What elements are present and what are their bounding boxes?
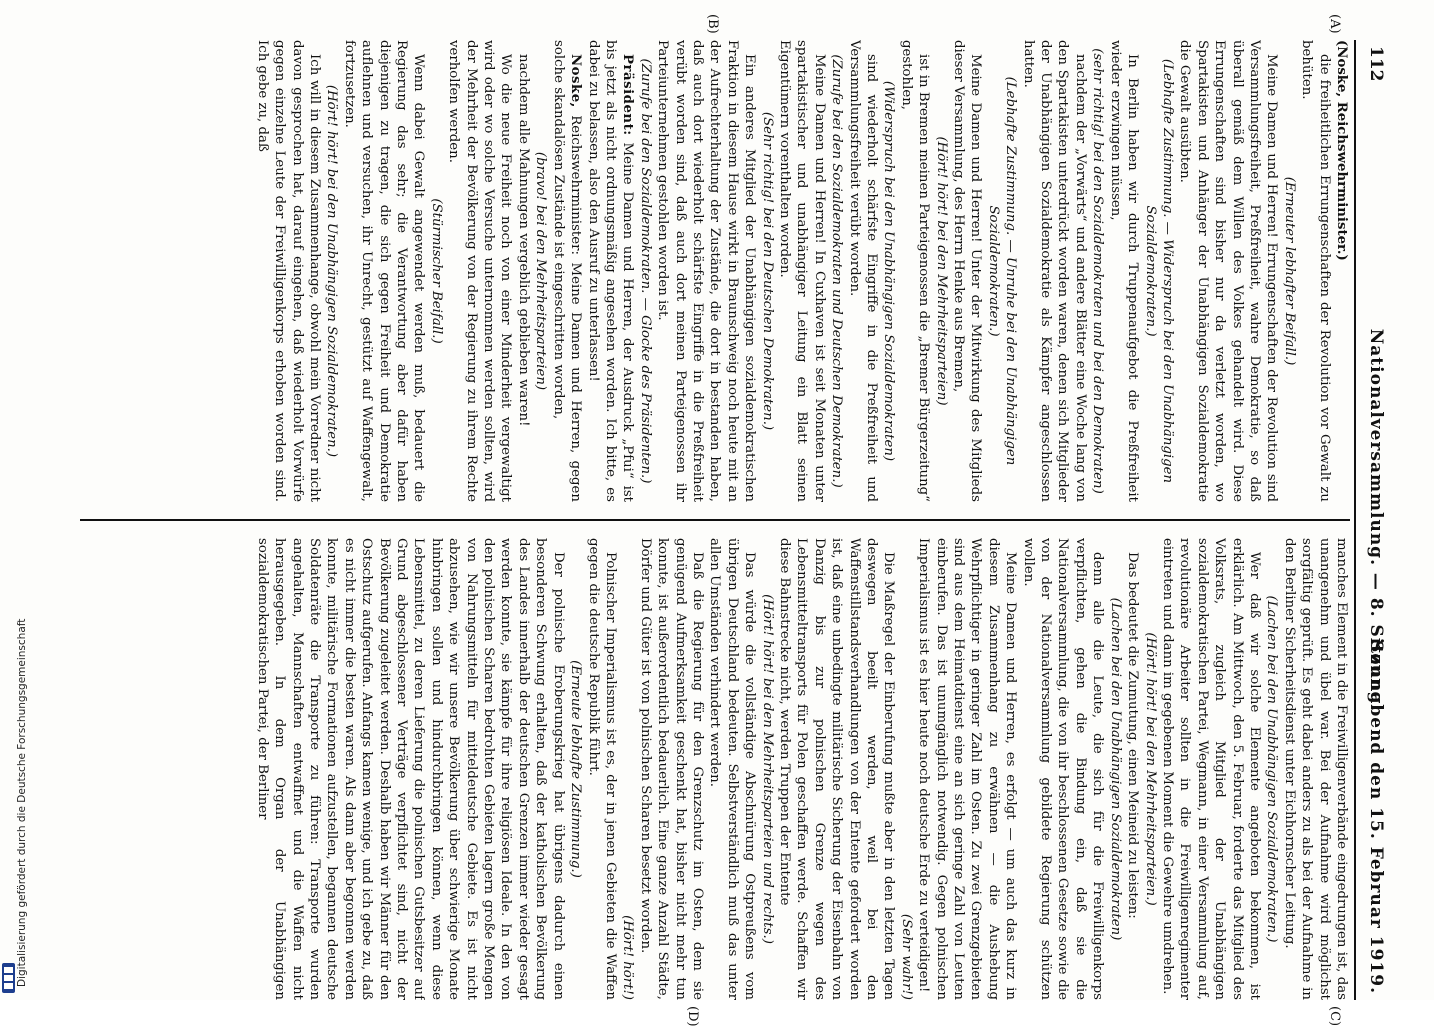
paragraph: Das würde die vollständige Abschnürung Ostpreußens vom übrigen Deutschland bedeuten. Selbstverständlich muß das unter allen Umständen verhindert werden. bbox=[707, 538, 758, 1000]
interjection: (Lachen bei den Unabhängigen Sozialdemokraten) bbox=[1107, 597, 1123, 941]
paragraph: Die Maßregel der Einberufung mußte aber in den letzten Tagen deswegen beeilt werden, weil bei den Waffenstillstandsverhandlungen von der Entente gefordert worden ist, daß eine unbedingte militärische Sicherung der Eisenbahn von Danzig bis zur polnischen Grenze wegen des Lebensmitteltransports für Polen geschaffen werde. Schaffen wir diese Bahnstrecke nicht, werden Truppen der Entente bbox=[777, 538, 897, 1000]
rotated-document-page bbox=[80, 14, 1390, 1027]
paragraph: nachdem der „Vorwärts“ und andere Blätter eine Woche lang von den Spartakisten unterdrückt worden waren, denen sich Mitglieder der Unabhängigen Sozialdemokratie als Kämpfer angeschlossen hatten. bbox=[1020, 40, 1088, 502]
interjection: (Sehr wahr!) bbox=[898, 913, 914, 1000]
interjection: (Hört! hört! bei den Mehrheitsparteien und rechts.) bbox=[759, 594, 775, 944]
header-date: Sonnabend den 15. Februar 1919. bbox=[1366, 640, 1386, 994]
paragraph: nachdem alle Mahnungen vergeblich geblieben waren! bbox=[515, 54, 531, 427]
paragraph: Meine Damen und Herren! In Cuxhaven ist seit Monaten unter spartakistischer und unabhängiger Leitung ein Blatt seinen Eigentümern vorenthalten worden. bbox=[777, 40, 827, 502]
speaker-label: Präsident: bbox=[620, 54, 636, 136]
margin-marker-c: (C) bbox=[1327, 1006, 1342, 1027]
interjection: (Erneute lebhafte Zustimmung.) bbox=[568, 660, 584, 878]
speech-paragraph bbox=[549, 40, 584, 502]
interjection: (bravo! bei den Mehrheitsparteien) bbox=[533, 151, 549, 391]
interjection: (Lebhafte Zustimmung. — Widerspruch bei den Unabhängigen Sozialdemokraten.) bbox=[1142, 58, 1175, 484]
margin-marker-b: (B) bbox=[705, 14, 720, 34]
paragraph: sind wiederholt schärfste Eingriffe in die Preßfreiheit und Versammlungsfreiheit verübt worden. bbox=[846, 40, 880, 502]
paragraph: die freiheitlichen Errungenschaften der Revolution vor Gewalt zu behüten. bbox=[1299, 40, 1332, 502]
dfg-logo-icon bbox=[2, 963, 15, 993]
header-title: Nationalversammlung. — 8. Sitzung. bbox=[1366, 328, 1386, 712]
paragraph: Wo die neue Freiheit noch von einer Minderheit vergewaltigt wird oder wo solche Versuche unternommen werden sollten, wird der Mehrheit der Bevölkerung von der Regierung zu ihrem Rechte verholfen werden. bbox=[446, 40, 514, 502]
paragraph: Ich will in diesem Zusammenhange, obwohl mein Vorredner nicht davon gesprochen hat, darauf eingehen, daß wiederholt Vorwürfe gegen einzelne Leute der Freiwilligenkorps erhoben worden sind. Ich gebe zu, daß bbox=[254, 40, 323, 502]
interjection: (Lachen bei den Unabhängigen Sozialdemokraten.) bbox=[1264, 595, 1280, 943]
logo-mark-icon bbox=[3, 965, 14, 991]
left-column bbox=[80, 40, 1350, 502]
paragraph: Meine Damen und Herren! Errungenschaften der Revolution sind Versammlungsfreiheit, Preßfreiheit, wahre Demokratie, so daß überall gemäß dem Willen des Volkes gehandelt wird. Diese Errungenschaften sind bisher nur da verletzt worden, wo Spartakisten und Anhänger der Unabhängigen Sozialdemokratie die Gewalt ausübten. bbox=[1177, 40, 1280, 502]
paragraph: Der polnische Eroberungskrieg hat übrigens dadurch einen besonderen Schwung erhalten, daß der katholischen Bevölkerung des Landes innerhalb der deutschen Grenzen immer wieder gesagt werden konnte, sie kämpfe für ihre religiösen Ideale. In den von den polnischen Scharen bedrohten Gebieten lagern große Mengen von Nahrungsmitteln für mitteldeutsche Gebiete. Es ist nicht abzusehen, wie wir unsere Bevölkerung über schwierige Monate hinbringen sollen und hindurchbringen können, wenn diese Lebensmittel, zu deren Lieferung die polnischen Gutsbesitzer auf Grund abgeschlossener Verträge verpflichtet sind, nicht der Bevölkerung zugeleitet werden. Deshalb haben wir Männer für den Ostschutz aufgerufen. Anfangs kamen wenige, und ich gebe zu, daß es nicht immer die besten waren. Als dann aber begonnen werden konnte, militärische Formationen aufzustellen, begannen deutsche Soldatenräte die Transporte zu führen: Transporte wurden angehalten, Mannschaften entwaffnet und die Waffen nicht herausgegeben. In dem Organ der Unabhängigen sozialdemokratischen Partei, der Berliner bbox=[254, 538, 566, 1000]
paragraph: Wenn dabei Gewalt angewendet werden muß, bedauert die Regierung das sehr; die Verantwortung aber dafür haben diejenigen zu tragen, die sich gegen Freiheit und Demokratie auflehnen und versuchen, ihr Unrecht, gestützt auf Waffengewalt, fortzusetzen. bbox=[341, 40, 427, 502]
paragraph: Daß die Regierung für den Grenzschutz im Osten, dem sie genügend Aufmerksamkeit geschenkt hat, bisher nicht mehr tun konnte, ist außerordentlich bedauerlich. Eine ganze Anzahl Städte, Dörfer und Güter ist von polnischen Scharen besetzt worden. bbox=[637, 538, 705, 1000]
interjection: (Sehr richtig! bei den Deutschen Demokraten.) bbox=[759, 111, 775, 431]
margin-marker-a: (A) bbox=[1327, 14, 1342, 34]
interjection: (sehr richtig! bei den Sozialdemokraten und bei den Demokraten) bbox=[1090, 48, 1106, 494]
digitization-credit bbox=[2, 82, 28, 987]
paragraph: Das bedeutet die Zumutung, einen Meineid zu leisten: bbox=[1125, 552, 1141, 919]
speech-paragraph bbox=[584, 40, 636, 502]
column-divider bbox=[80, 519, 1350, 521]
running-header bbox=[1354, 40, 1390, 1000]
paragraph: Ein anderes Mitglied der Unabhängigen sozialdemokratischen Fraktion in diesem Hause wirkt in Braunschweig noch heute mit an der Aufrechterhaltung der Zustände, die dort in bestanden haben, daß auch dort wiederholt schärfste Eingriffe in die Preßfreiheit verübt worden sind, daß auch dort meinen Parteigenossen ihr Parteiunternehmen gestohlen worden ist. bbox=[655, 40, 758, 502]
speech-text: Reichswehrminister: Meine Damen und Herren, gegen solche skandalösen Zustände ist eingeschritten worden, bbox=[550, 40, 584, 502]
interjection: (Zurufe bei den Sozialdemokraten. — Glocke des Präsidenten.) bbox=[637, 58, 653, 484]
speaker-note: (Noske, Reichswehrminister.) bbox=[1334, 40, 1349, 261]
interjection: (Stürmischer Beifall.) bbox=[428, 198, 444, 344]
interjection: (Hört! hört! bei den Mehrheitsparteien.) bbox=[1142, 632, 1158, 906]
paragraph: Polnischer Imperialismus ist es, der in jenen Gebieten die Waffen gegen die deutsche Republik führt. bbox=[585, 538, 618, 1000]
margin-marker-d: (D) bbox=[685, 1006, 700, 1027]
paragraph: Meine Damen und Herren, es erfolgt — um auch das kurz in diesem Zusammenhang zu erwähnen — die Aushebung Wehrpflichtiger in geringer Zahl im Osten. Zu zwei Grenzgebieten sind aus dem Heimatdienst eine an sich geringe Zahl von Leuten einberufen. Das ist unumgänglich notwendig. Gegen polnischen Imperialismus ist es hier heute noch deutsche Erde zu verteidigen! bbox=[916, 538, 1019, 1000]
speaker-label: Noske, bbox=[568, 54, 584, 108]
interjection: (Widerspruch bei den Unabhängigen Sozialdemokraten) bbox=[881, 80, 897, 462]
paragraph: In Berlin haben wir durch Truppenaufgebot die Preßfreiheit wieder erzwingen müssen, bbox=[1107, 40, 1141, 502]
interjection: (Hört! hört! bei den Mehrheitsparteien) bbox=[933, 136, 949, 406]
speech-text: Meine Damen und Herren, der Ausdruck „Pfui“ ist bis jetzt als nicht ordnungsmäßig angesehen worden. Ich bitte, es dabei zu belassen, also den Ausruf zu unterlassen! bbox=[585, 40, 636, 502]
credit-text: Digitalisierung gefördert durch die Deutsche Forschungsgemeinschaft bbox=[16, 618, 28, 987]
paragraph: Meine Damen und Herren! Unter der Mitwirkung des Mitglieds dieser Versammlung, des Herrn Henke aus Bremen, bbox=[951, 40, 984, 502]
paragraph: denn alle die Leute, die sich für die Freiwilligenkorps verpflichten, gehen die Bindung ein, daß sie die Nationalversammlung, die von ihr beschlossenen Gesetze sowie die von der Nationalversammlung gebildete Regierung schützen wollen. bbox=[1020, 538, 1106, 1000]
paragraph: ist in Bremen meinen Parteigenossen die „Bremer Bürgerzeitung“ gestohlen, bbox=[898, 40, 932, 502]
paragraph: Wer daß wir solche Elemente angeboten bekommen, ist erklärlich. Am Mittwoch, den 5. Februar, forderte das Mitglied des Volksrats, zugleich Mitglied der Unabhängigen sozialdemokratischen Partei, Wegmann, in einer Versammlung auf, revolutionäre Arbeiter sollten in die Freiwilligenregimenter eintreten und dann im gegebenen Moment die Gewehre umdrehen. bbox=[1159, 538, 1262, 1000]
interjection: (Zurufe bei den Sozialdemokraten und Deutschen Demokraten.) bbox=[829, 54, 845, 488]
page-number: 112 bbox=[1366, 46, 1386, 82]
interjection: (Lebhafte Zustimmung. — Unruhe bei den Unabhängigen Sozialdemokraten.) bbox=[985, 76, 1019, 466]
paragraph: manches Element in die Freiwilligenverbände eingedrungen ist, das unangenehm und übel war. Bei der Aufnahme wird möglichst sorgfältig geprüft. Es geht dabei anders zu als bei der Aufnahme in den Berliner Sicherheitsdienst unter Eichhornscher Leitung. bbox=[1281, 538, 1349, 1000]
interjection: (Hört! hört!) bbox=[620, 915, 636, 1000]
right-column bbox=[80, 538, 1350, 1000]
interjection: (Erneuter lebhafter Beifall.) bbox=[1281, 176, 1297, 366]
interjection: (Hört! hört! bei den Unabhängigen Sozialdemokraten.) bbox=[324, 84, 340, 458]
two-column-body bbox=[80, 14, 1350, 1027]
